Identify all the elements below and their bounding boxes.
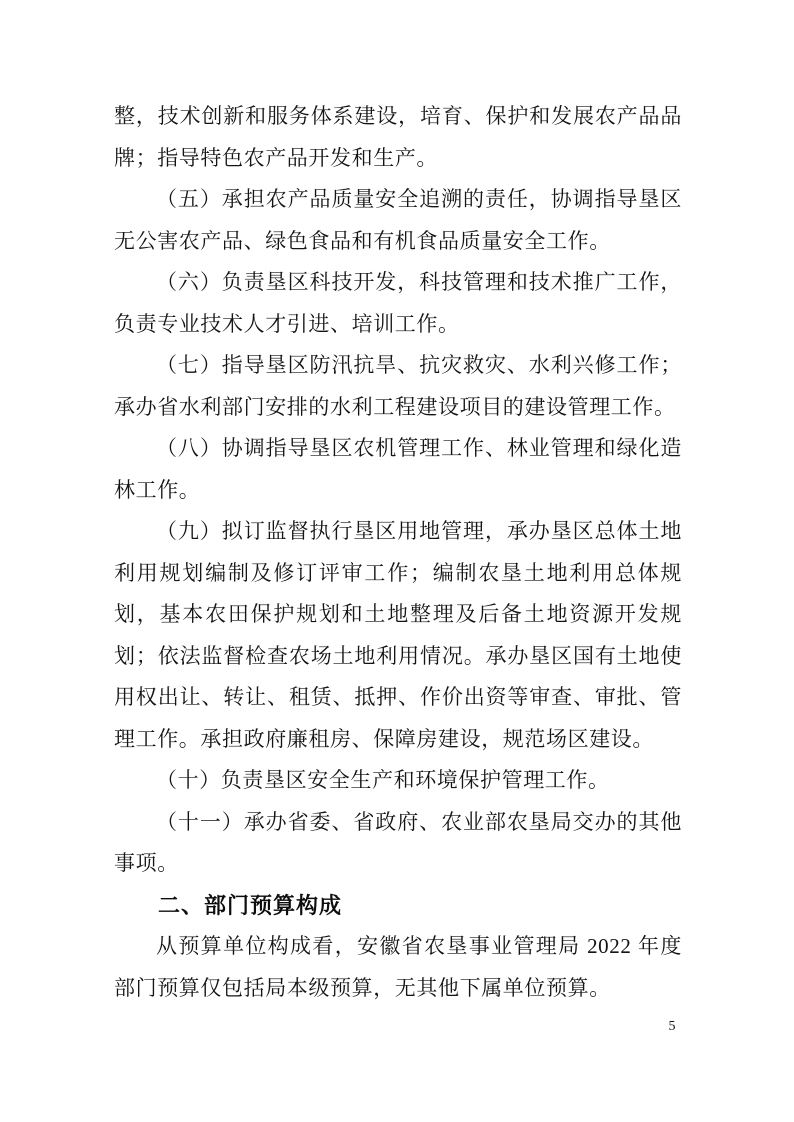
paragraph-duty-8: （八）协调指导垦区农机管理工作、林业管理和绿化造林工作。 [114,436,682,502]
paragraph-duty-7: （七）指导垦区防汛抗旱、抗灾救灾、水利兴修工作；承办省水利部门安排的水利工程建设项目的建设管理工作。 [114,353,682,419]
paragraph-duty-10: （十）负责垦区安全生产和环境保护管理工作。 [156,768,610,792]
paragraph-budget-composition: 从预算单位构成看，安徽省农垦事业管理局 2022 年度部门预算仅包括局本级预算，无其他下属单位预算。 [114,934,682,1000]
paragraph-duty-9: （九）拟订监督执行垦区用地管理，承办垦区总体土地利用规划编制及修订评审工作；编制农垦土地利用总体规划，基本农田保护规划和土地整理及后备土地资源开发规划；依法监督检查农场土地利用情况。承办垦区国有土地使用权出让、转让、租赁、抵押、作价出资等审查、审批、管理工作。承担政府廉租房、保障房建设，规范场区建设。 [114,519,682,751]
page-number: 5 [668,1019,676,1034]
paragraph-continuation: 整，技术创新和服务体系建设，培育、保护和发展农产品品牌；指导特色农产品开发和生产。 [114,104,682,170]
paragraph-duty-5: （五）承担农产品质量安全追溯的责任，协调指导垦区无公害农产品、绿色食品和有机食品质量安全工作。 [114,187,682,253]
section-heading-budget-composition: 二、部门预算构成 [158,892,343,918]
paragraph-duty-6: （六）负责垦区科技开发，科技管理和技术推广工作，负责专业技术人才引进、培训工作。 [114,270,682,336]
document-body [114,96,682,1009]
paragraph-duty-11: （十一）承办省委、省政府、农业部农垦局交办的其他事项。 [114,809,682,875]
